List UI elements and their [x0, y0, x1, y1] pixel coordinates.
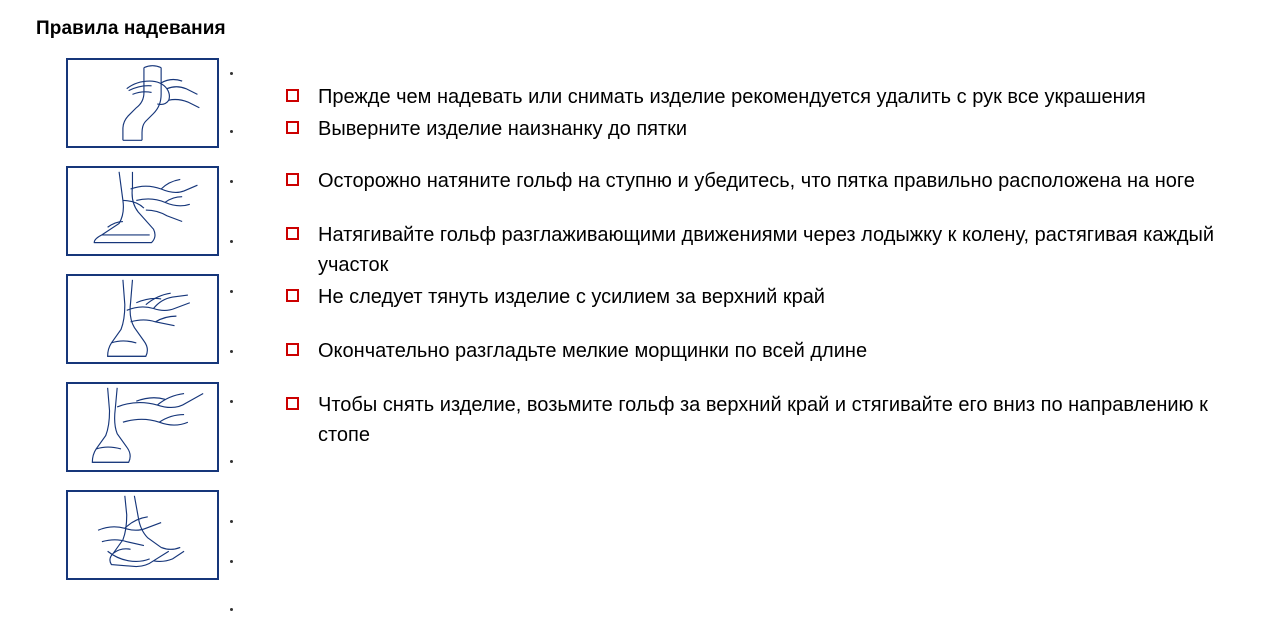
dot-marker — [230, 560, 233, 563]
checkbox-square-icon — [286, 89, 299, 102]
dot-marker — [230, 130, 233, 133]
checkbox-square-icon — [286, 227, 299, 240]
dot-marker — [230, 290, 233, 293]
dot-marker — [230, 608, 233, 611]
list-item-text: Окончательно разгладьте мелкие морщинки по всей длине — [318, 340, 868, 362]
illustration-step-3 — [66, 274, 219, 364]
list-item-text: Прежде чем надевать или снимать изделие рекомендуется удалить с рук все украшения — [318, 86, 1146, 108]
step-2-drawing — [68, 168, 217, 254]
dot-marker — [230, 72, 233, 75]
illustration-step-5 — [66, 490, 219, 580]
spacer — [286, 312, 1216, 336]
dot-marker — [230, 240, 233, 243]
list-item-text: Натягивайте гольф разглаживающими движениями через лодыжку к колену, растягивая каждый участок — [318, 224, 1215, 276]
checkbox-square-icon — [286, 397, 299, 410]
spacer — [286, 144, 1216, 166]
list-item — [286, 282, 1216, 312]
illustration-column — [66, 58, 221, 598]
checkbox-square-icon — [286, 289, 299, 302]
list-item-text: Не следует тянуть изделие с усилием за верхний край — [318, 286, 825, 308]
spacer — [286, 366, 1216, 390]
list-item — [286, 82, 1216, 112]
list-item — [286, 166, 1216, 196]
list-item-text: Чтобы снять изделие, возьмите гольф за верхний край и стягивайте его вниз по направлению к стопе — [318, 394, 1208, 446]
list-item — [286, 336, 1216, 366]
illustration-step-4 — [66, 382, 219, 472]
page-title: Правила надевания — [36, 18, 226, 39]
instruction-list — [286, 82, 1216, 450]
step-3-drawing — [68, 276, 217, 362]
illustration-step-1 — [66, 58, 219, 148]
step-4-drawing — [68, 384, 217, 470]
step-1-drawing — [68, 60, 217, 146]
list-item — [286, 220, 1216, 280]
step-5-drawing — [68, 492, 217, 578]
checkbox-square-icon — [286, 121, 299, 134]
checkbox-square-icon — [286, 173, 299, 186]
list-item — [286, 390, 1216, 450]
list-item-text: Выверните изделие наизнанку до пятки — [318, 118, 688, 140]
checkbox-square-icon — [286, 343, 299, 356]
spacer — [286, 196, 1216, 220]
dot-marker — [230, 400, 233, 403]
list-item-text: Осторожно натяните гольф на ступню и убедитесь, что пятка правильно расположена на ноге — [318, 170, 1195, 192]
dot-marker — [230, 520, 233, 523]
list-item — [286, 114, 1216, 144]
dot-marker — [230, 180, 233, 183]
illustration-step-2 — [66, 166, 219, 256]
dot-marker — [230, 350, 233, 353]
dot-marker — [230, 460, 233, 463]
